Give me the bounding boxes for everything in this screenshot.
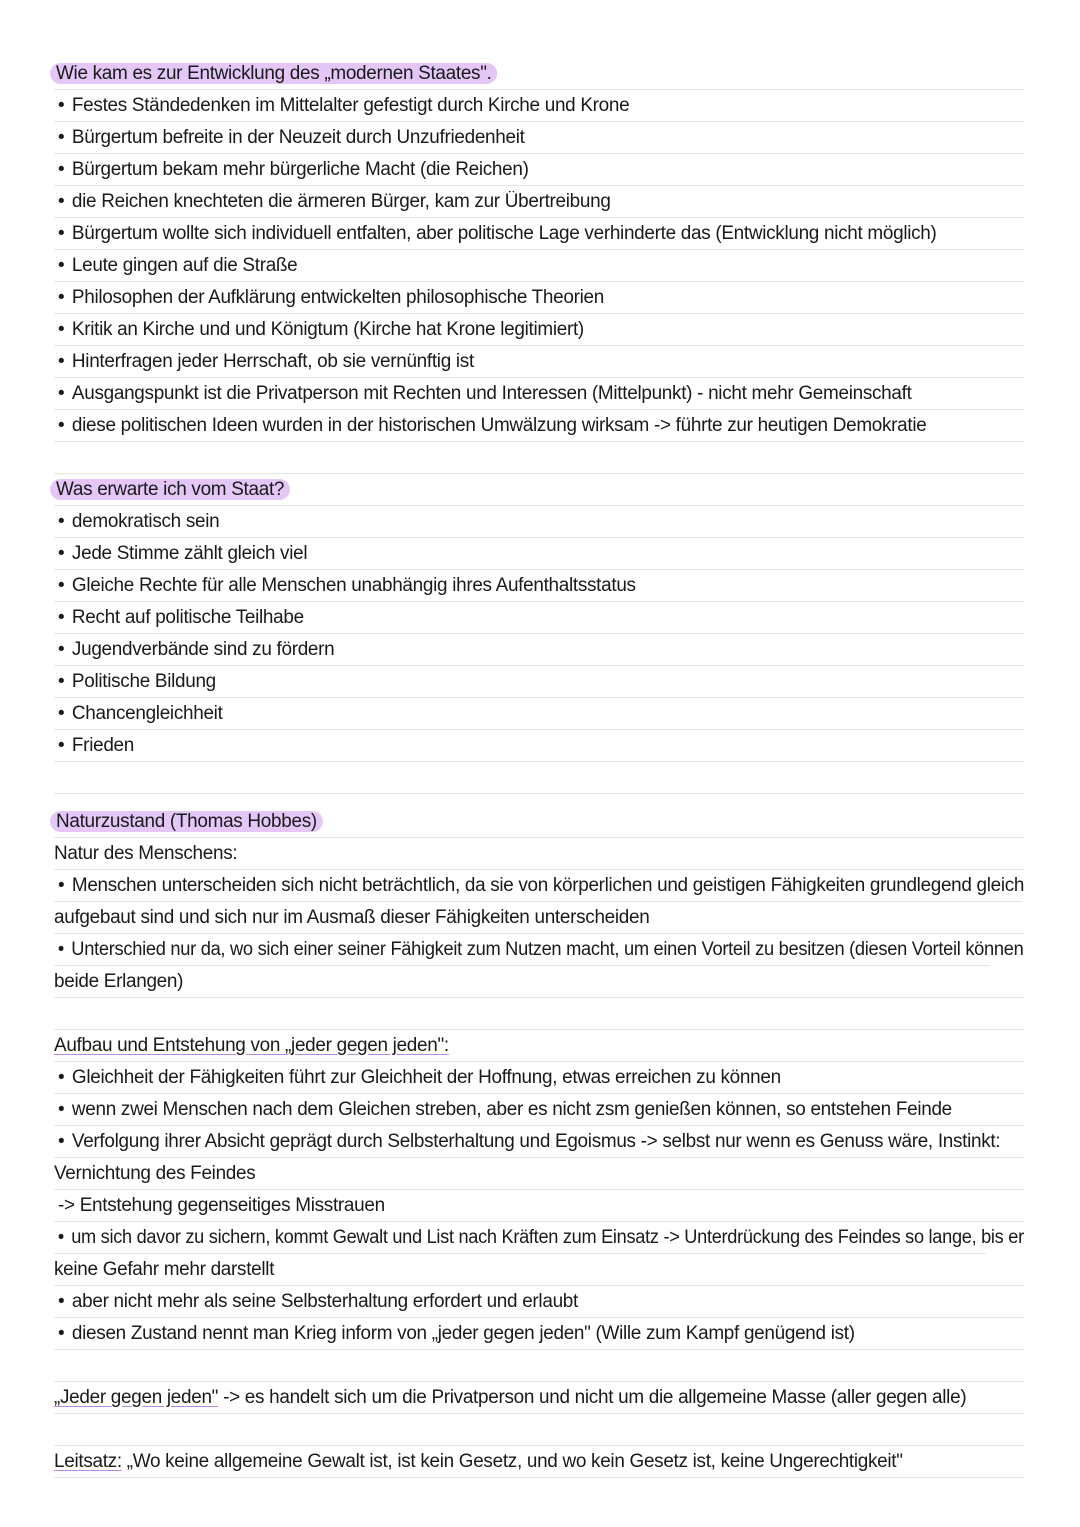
text-line: beide Erlangen) — [54, 966, 1024, 998]
list-item: • Festes Ständedenken im Mittelalter gefestigt durch Kirche und Krone — [54, 90, 1024, 122]
list-item: • Recht auf politische Teilhabe — [54, 602, 1024, 634]
blank-line — [54, 442, 1024, 474]
term-underline: „Jeder gegen jeden" — [54, 1387, 219, 1408]
section-heading — [54, 58, 1024, 90]
text-line: • Unterschied nur da, wo sich einer seiner Fähigkeit zum Nutzen macht, um einen Vorteil zu besitzen (diesen Vorteil können — [54, 934, 990, 966]
leitsatz-line — [54, 1446, 1024, 1478]
text-line: keine Gefahr mehr darstellt — [54, 1254, 1024, 1286]
list-item: • die Reichen knechteten die ärmeren Bürger, kam zur Übertreibung — [54, 186, 1024, 218]
list-item: • Frieden — [54, 730, 1024, 762]
leitsatz-text: „Wo keine allgemeine Gewalt ist, ist kein Gesetz, und wo kein Gesetz ist, keine Ungerechtigkeit" — [121, 1451, 903, 1472]
list-item: • Jede Stimme zählt gleich viel — [54, 538, 1024, 570]
text-line: • aber nicht mehr als seine Selbsterhaltung erfordert und erlaubt — [54, 1286, 1024, 1318]
text-line: • wenn zwei Menschen nach dem Gleichen streben, aber es nicht zsm genießen können, so entstehen Feinde — [54, 1094, 1024, 1126]
text-line: -> Entstehung gegenseitiges Misstrauen — [54, 1190, 1024, 1222]
text-line: • Verfolgung ihrer Absicht geprägt durch Selbsterhaltung und Egoismus -> selbst nur wenn es Genuss wäre, Instinkt: — [54, 1126, 1024, 1158]
text-line: aufgebaut sind und sich nur im Ausmaß dieser Fähigkeiten unterscheiden — [54, 902, 1024, 934]
heading-highlight: Was erwarte ich vom Staat? — [50, 479, 290, 500]
text-line: • Menschen unterscheiden sich nicht beträchtlich, da sie von körperlichen und geistigen Fähigkeiten grundlegend gleich — [54, 870, 1022, 902]
statement-line — [54, 1382, 1024, 1414]
blank-line — [54, 1414, 1024, 1446]
list-item: • Philosophen der Aufklärung entwickelten philosophische Theorien — [54, 282, 1024, 314]
list-item: • Bürgertum wollte sich individuell entfalten, aber politische Lage verhinderte das (Entwicklung nicht möglich) — [54, 218, 1024, 250]
blank-line — [54, 1350, 1024, 1382]
list-item: • diese politischen Ideen wurden in der historischen Umwälzung wirksam -> führte zur heutigen Demokratie — [54, 410, 1024, 442]
section-heading — [54, 474, 1024, 506]
list-item: • Chancengleichheit — [54, 698, 1024, 730]
text-line: Vernichtung des Feindes — [54, 1158, 1024, 1190]
list-item: • Kritik an Kirche und und Königtum (Kirche hat Krone legitimiert) — [54, 314, 1024, 346]
heading-highlight: Naturzustand (Thomas Hobbes) — [50, 811, 323, 832]
list-item: • Jugendverbände sind zu fördern — [54, 634, 1024, 666]
list-item: • demokratisch sein — [54, 506, 1024, 538]
section-heading — [54, 1030, 1024, 1062]
list-item: • Leute gingen auf die Straße — [54, 250, 1024, 282]
heading-highlight: Wie kam es zur Entwicklung des „modernen Staates". — [50, 63, 498, 84]
list-item: • Ausgangspunkt ist die Privatperson mit Rechten und Interessen (Mittelpunkt) - nicht mehr Gemeinschaft — [54, 378, 1024, 410]
text-line: • um sich davor zu sichern, kommt Gewalt und List nach Kräften zum Einsatz -> Unterdrückung des Feindes so lange, bis er — [54, 1222, 986, 1254]
section-heading — [54, 806, 1024, 838]
blank-line — [54, 998, 1024, 1030]
list-item: • Bürgertum befreite in der Neuzeit durch Unzufriedenheit — [54, 122, 1024, 154]
list-item: • Politische Bildung — [54, 666, 1024, 698]
list-item: • Gleiche Rechte für alle Menschen unabhängig ihres Aufenthaltsstatus — [54, 570, 1024, 602]
blank-line — [54, 762, 1024, 794]
leitsatz-label: Leitsatz: — [54, 1451, 122, 1472]
list-item: • Bürgertum bekam mehr bürgerliche Macht (die Reichen) — [54, 154, 1024, 186]
subheading: Natur des Menschens: — [54, 838, 1024, 870]
heading-underline: Aufbau und Entstehung von „jeder gegen jeden": — [54, 1035, 449, 1056]
text-line: • diesen Zustand nennt man Krieg inform von „jeder gegen jeden" (Wille zum Kampf genügend ist) — [54, 1318, 1024, 1350]
text-line: • Gleichheit der Fähigkeiten führt zur Gleichheit der Hoffnung, etwas erreichen zu können — [54, 1062, 1024, 1094]
statement-text: -> es handelt sich um die Privatperson und nicht um die allgemeine Masse (aller gegen alle) — [218, 1387, 967, 1408]
list-item: • Hinterfragen jeder Herrschaft, ob sie vernünftig ist — [54, 346, 1024, 378]
